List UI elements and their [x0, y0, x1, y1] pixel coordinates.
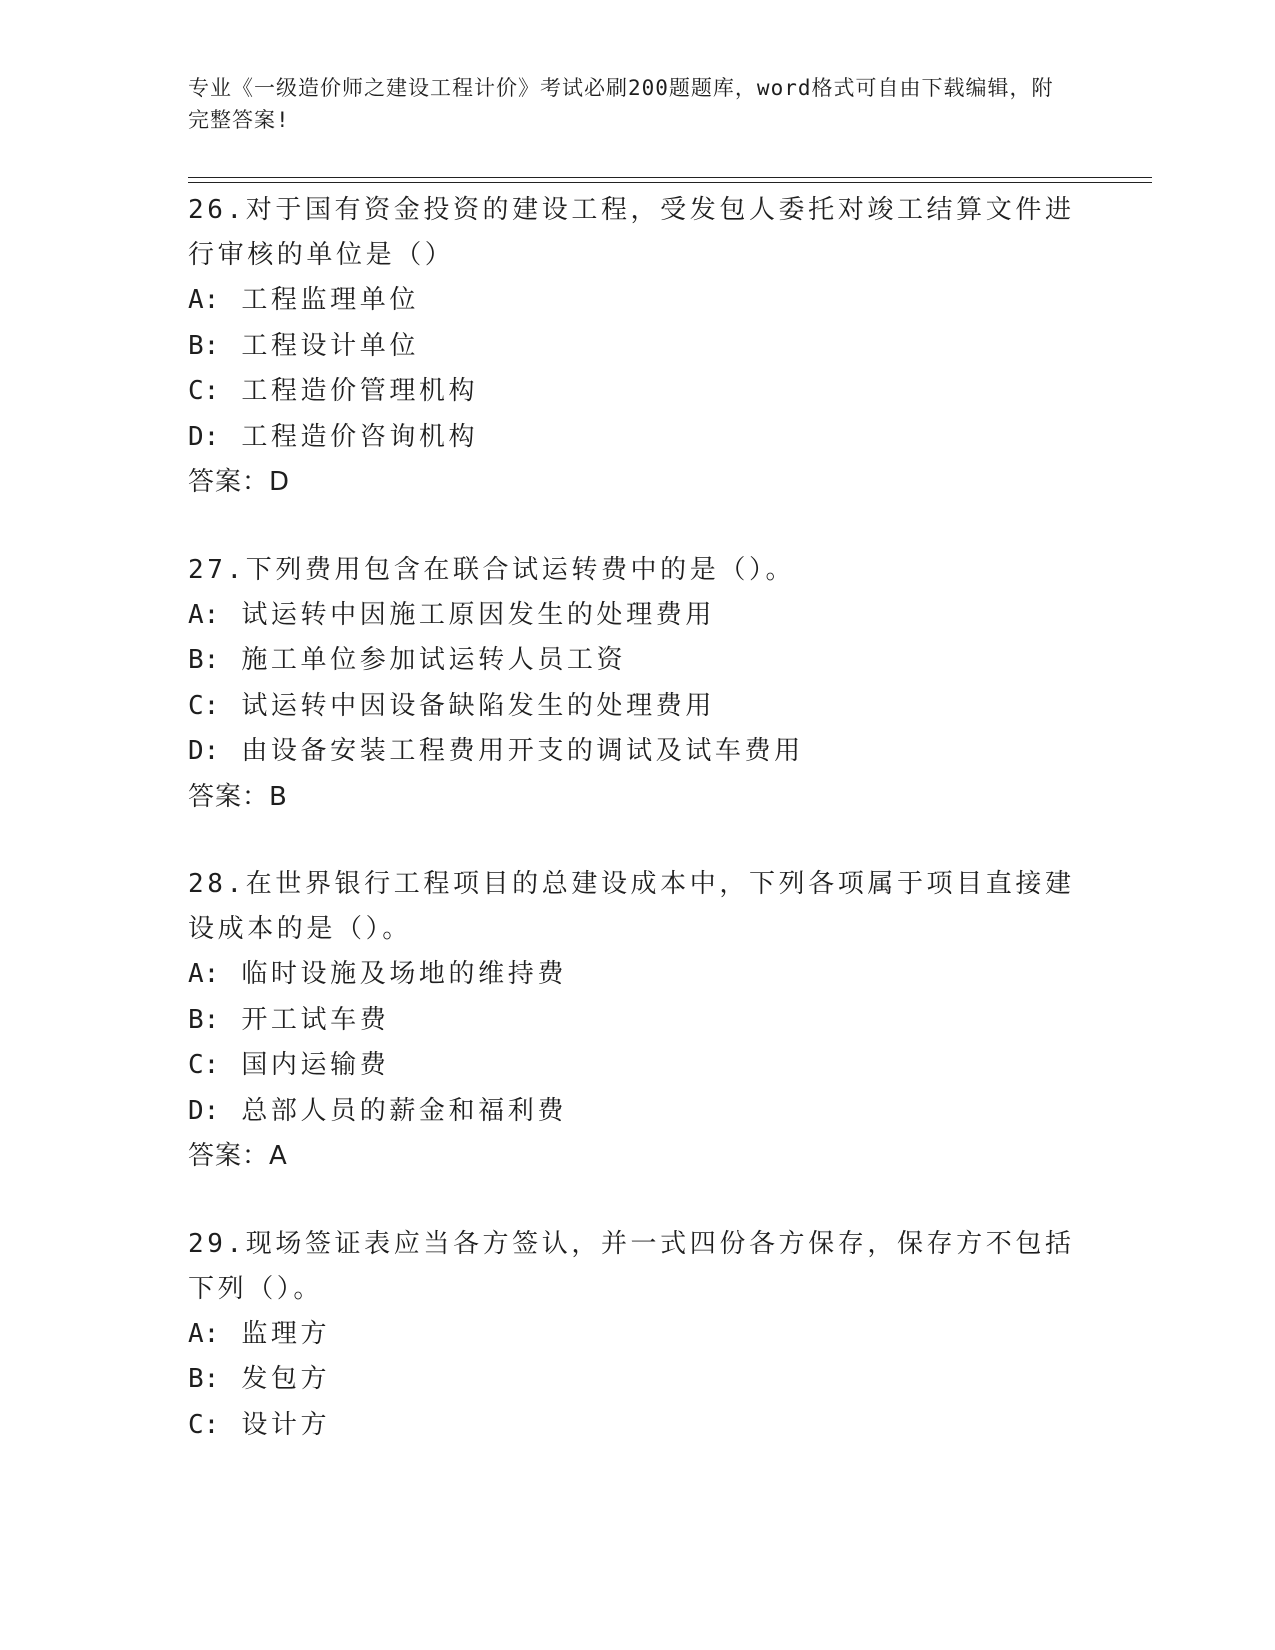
question-stem: 27.下列费用包含在联合试运转费中的是（）。 [188, 554, 796, 585]
header-divider-bottom [188, 182, 1152, 183]
option-a [188, 593, 1088, 639]
question-stem: 28.在世界银行工程项目的总建设成本中，下列各项属于项目直接建设成本的是（）。 [188, 869, 1075, 944]
option-key: B: [188, 1364, 220, 1394]
document-header: 专业《一级造价师之建设工程计价》考试必刷200题题库，word格式可自由下载编辑，附完整答案! [188, 76, 1054, 132]
option-text: 临时设施及场地的维持费 [241, 959, 567, 989]
option-key: C: [188, 1409, 220, 1440]
option-key: A: [188, 285, 220, 315]
option-text: 试运转中因设备缺陷发生的处理费用 [241, 690, 715, 721]
option-text: 工程造价咨询机构 [241, 421, 479, 452]
option-text: 试运转中因施工原因发生的处理费用 [241, 599, 715, 630]
option-b [188, 998, 1088, 1044]
option-b [188, 324, 1088, 370]
option-a [188, 1312, 1088, 1358]
header-divider-top [188, 177, 1152, 178]
option-key: D: [188, 421, 220, 452]
question-29 [188, 1222, 1088, 1449]
option-text: 总部人员的薪金和福利费 [241, 1095, 567, 1126]
option-text: 工程监理单位 [241, 285, 419, 315]
option-d [188, 415, 1088, 461]
option-key: A: [188, 1318, 220, 1349]
option-text: 国内运输费 [241, 1050, 390, 1080]
option-key: D: [188, 736, 220, 766]
option-text: 发包方 [241, 1364, 331, 1394]
option-text: 工程造价管理机构 [241, 376, 479, 406]
option-d [188, 1089, 1088, 1135]
option-c [188, 369, 1088, 415]
question-stem: 26.对于国有资金投资的建设工程，受发包人委托对竣工结算文件进行审核的单位是（） [188, 195, 1075, 270]
option-key: C: [188, 1050, 220, 1080]
option-key: A: [188, 599, 220, 630]
option-key: D: [188, 1095, 220, 1126]
option-text: 开工试车费 [241, 1004, 390, 1035]
option-a [188, 952, 1088, 998]
option-key: B: [188, 645, 220, 675]
question-28 [188, 862, 1088, 1180]
question-26 [188, 188, 1088, 506]
option-a [188, 278, 1088, 324]
option-c [188, 1403, 1088, 1449]
option-key: B: [188, 1004, 220, 1035]
option-text: 设计方 [241, 1409, 331, 1440]
question-27 [188, 548, 1088, 821]
option-key: C: [188, 376, 220, 406]
option-text: 工程设计单位 [241, 330, 419, 361]
option-c [188, 1043, 1088, 1089]
question-stem: 29.现场签证表应当各方签认，并一式四份各方保存，保存方不包括下列（）。 [188, 1228, 1075, 1304]
option-text: 监理方 [241, 1318, 331, 1349]
option-text: 施工单位参加试运转人员工资 [241, 645, 627, 675]
answer-line: 答案：B [188, 781, 288, 812]
option-key: B: [188, 330, 220, 361]
option-key: A: [188, 959, 220, 989]
option-b [188, 1357, 1088, 1403]
option-b [188, 638, 1088, 684]
option-d [188, 729, 1088, 775]
option-key: C: [188, 690, 220, 721]
answer-line: 答案：A [188, 1141, 288, 1171]
question-list [188, 188, 1088, 1490]
answer-line: 答案：D [188, 467, 291, 497]
option-c [188, 684, 1088, 730]
option-text: 由设备安装工程费用开支的调试及试车费用 [241, 736, 804, 766]
